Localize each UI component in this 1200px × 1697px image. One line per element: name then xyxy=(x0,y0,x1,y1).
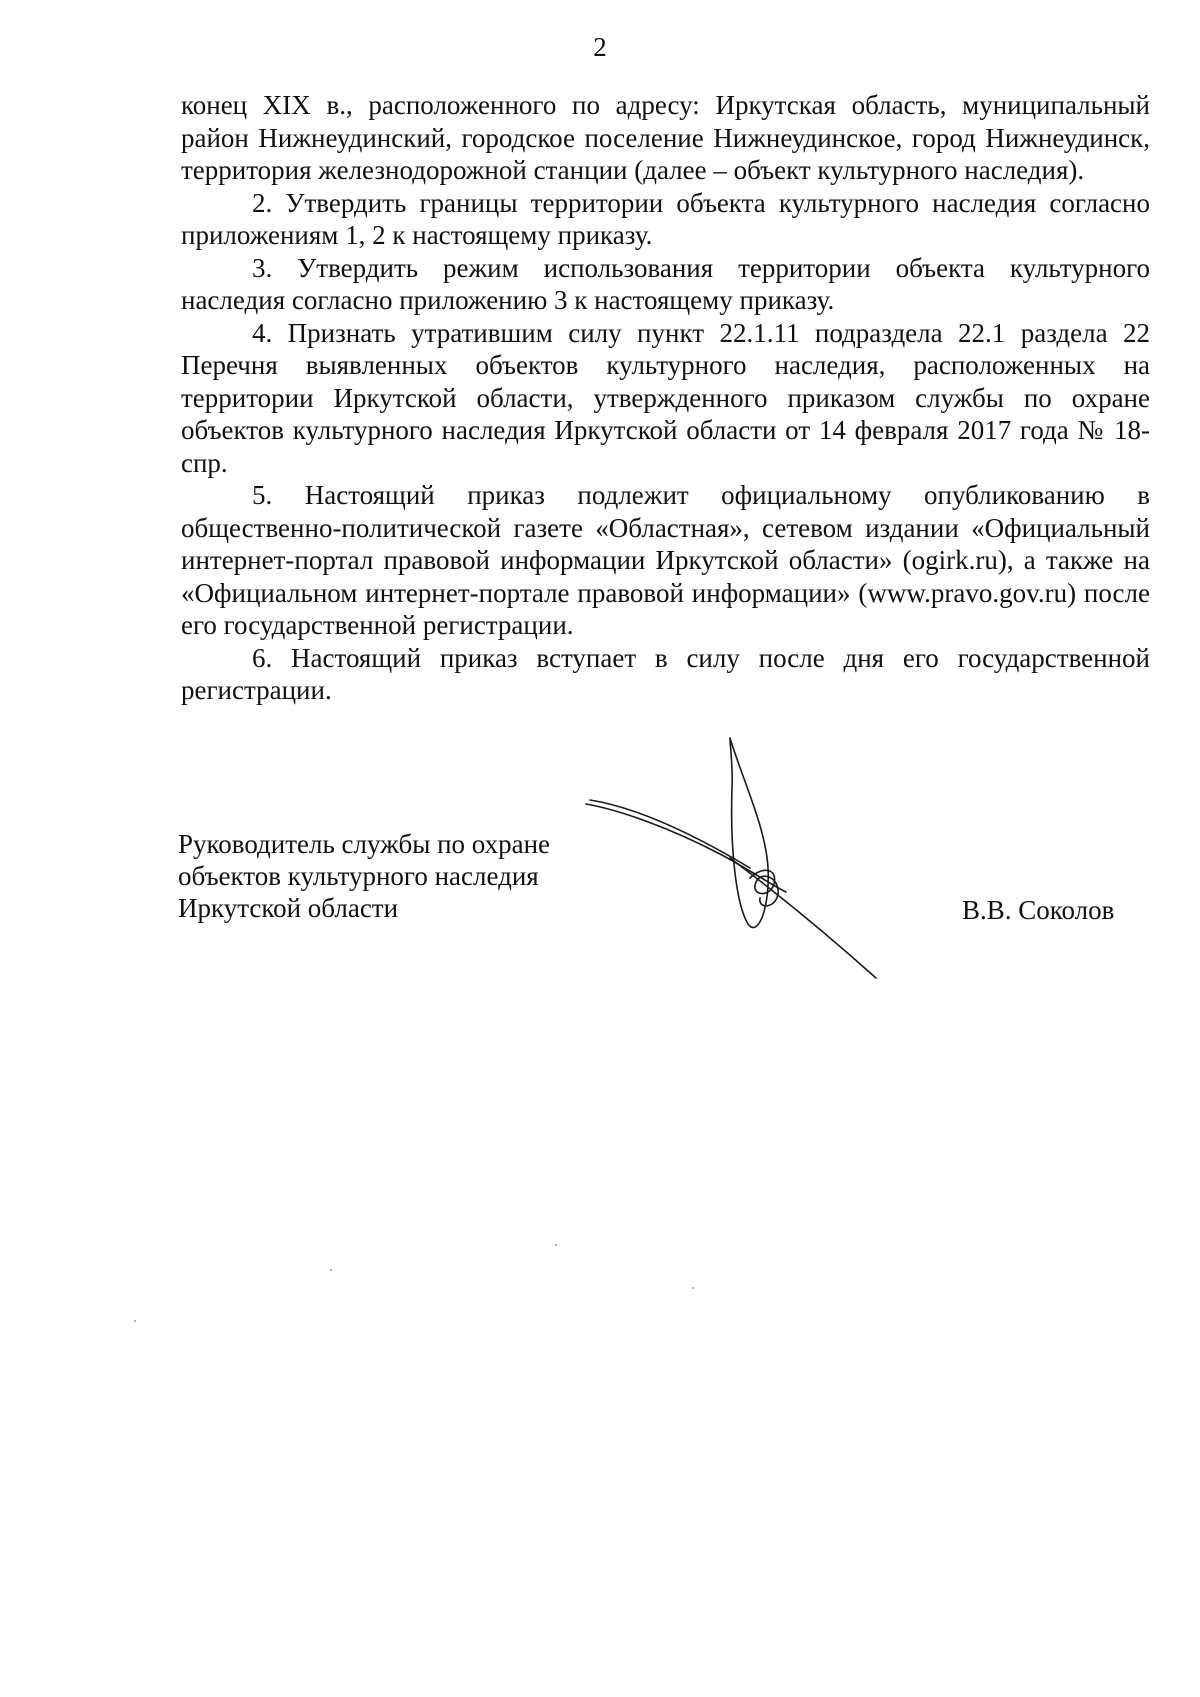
signatory-position xyxy=(178,828,550,924)
scan-speck xyxy=(555,1244,557,1246)
paragraph-object-address: конец XIX в., расположенного по адресу: Иркутская область, муниципальный район Нижнеудинский, городское поселение Нижнеудинское, город Нижнеудинск, территория железнодорожной станции (далее – объект культурного наследия). xyxy=(181,90,1150,185)
signatory-position-line: объектов культурного наследия xyxy=(178,861,539,891)
document-body xyxy=(181,89,1150,707)
page-number: 2 xyxy=(593,32,607,62)
signatory-position-line: Руководитель службы по охране xyxy=(178,829,551,859)
scan-speck xyxy=(692,1287,694,1289)
paragraph-item-2: 2. Утвердить границы территории объекта культурного наследия согласно приложениям 1, 2 к настоящему приказу. xyxy=(181,187,1150,250)
signatory-name: В.В. Соколов xyxy=(962,895,1115,925)
paragraph-item-5: 5. Настоящий приказ подлежит официальному опубликованию в общественно-политической газете «Областная», сетевом издании «Официальный интернет-портал правовой информации Иркутской области» (ogirk.ru), а также на «Официальном интернет-портале правовой информации» (www.pravo.gov.ru) после его государственной регистрации. xyxy=(181,480,1150,640)
paragraph-item-4: 4. Признать утратившим силу пункт 22.1.11 подраздела 22.1 раздела 22 Перечня выявленных объектов культурного наследия, расположенных на территории Иркутской области, утвержденного приказом службы по охране объектов культурного наследия Иркутской области от 14 февраля 2017 года № 18-спр. xyxy=(181,317,1150,478)
scan-speck xyxy=(134,1320,136,1322)
scan-speck xyxy=(330,1269,332,1271)
signatory-position-line: Иркутской области xyxy=(178,893,399,923)
handwritten-signature-icon xyxy=(580,728,880,988)
paragraph-item-3: 3. Утвердить режим использования территории объекта культурного наследия согласно приложению 3 к настоящему приказу. xyxy=(181,252,1150,315)
paragraph-item-6: 6. Настоящий приказ вступает в силу после дня его государственной регистрации. xyxy=(181,642,1150,705)
